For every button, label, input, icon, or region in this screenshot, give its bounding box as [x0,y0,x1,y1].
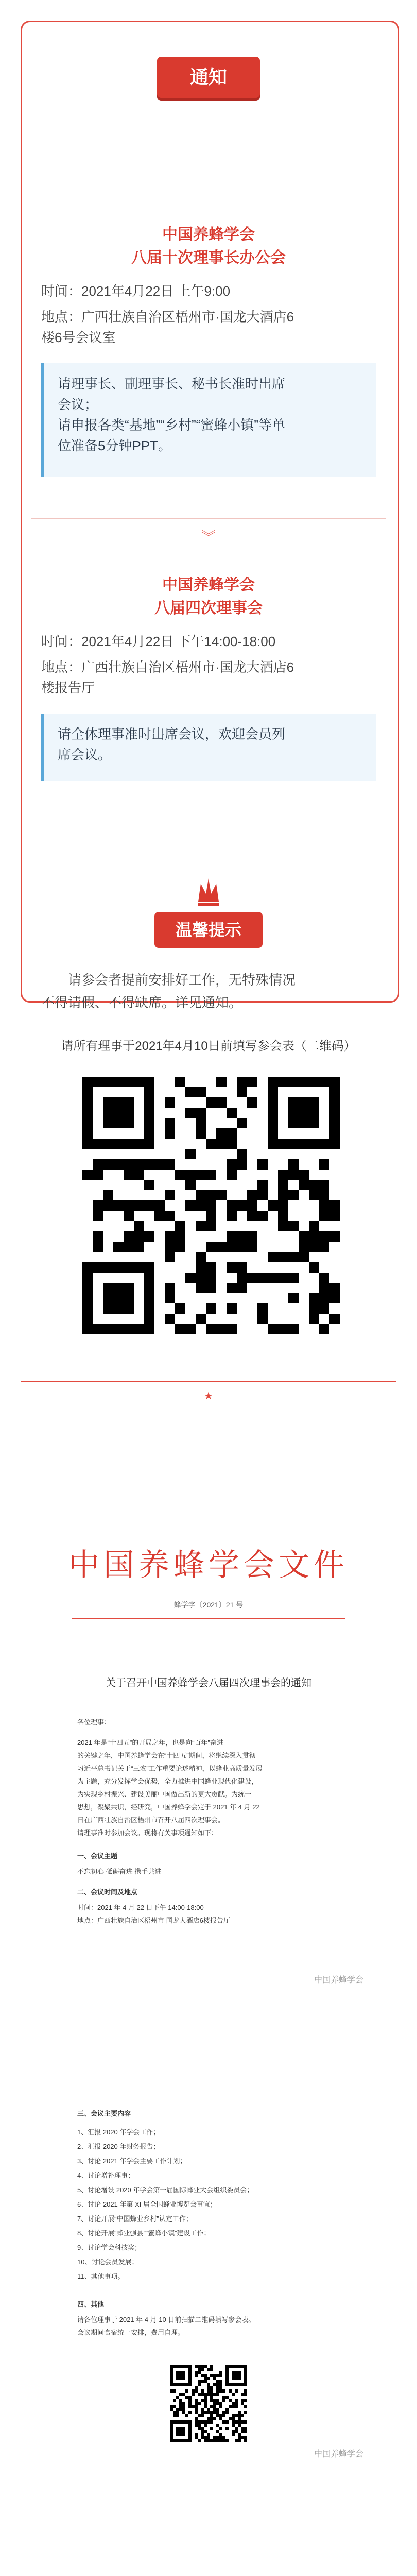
meeting2-place: 地点：广西壮族自治区梧州市·国龙大酒店6 [41,659,294,675]
tip-badge: 温馨提示 [154,912,263,948]
doc-time-place [77,1901,345,1927]
doc-section-3: 三、会议主要内容 [77,2110,131,2117]
doc-header: 中国养蜂学会文件 [68,1547,349,1583]
doc-line: 习近平总书记关于“三农”工作重要论述精神，以蜂业高质量发展 [77,1765,263,1772]
qr-code-small[interactable] [170,2365,247,2442]
doc-line: 的关键之年，中国养蜂学会在“十四五”期间，将继续深入贯彻 [77,1752,256,1759]
doc-section-1: 一、会议主题 [77,1852,118,1860]
doc-line: 地点：广西壮族自治区梧州市 国龙大酒店6楼报告厅 [77,1917,230,1924]
meeting1-place: 地点：广西壮族自治区梧州市·国龙大酒店6 [41,309,294,325]
crown-icon [196,876,221,907]
agenda-item: 9、讨论学会科技奖； [77,2244,142,2251]
watermark: 中国养蜂学会 [314,2450,364,2459]
doc-line: 时间：2021 年 4 月 22 日下午 14:00-18:00 [77,1904,204,1911]
meeting2-note-line: 席会议。 [58,747,112,762]
doc-line: 日在广西壮族自治区梧州市召开八届四次理事会。 [77,1816,225,1824]
agenda-item: 8、讨论开展“蜂业强县”“蜜蜂小镇”建设工作； [77,2229,211,2237]
notice-frame [21,21,399,1003]
doc-line: 思想，凝聚共识，经研究，中国养蜂学会定于 2021 年 4 月 22 [77,1803,260,1811]
doc-other [77,2313,345,2339]
meeting2-note-line: 请全体理事准时出席会议，欢迎会员列 [58,726,286,742]
tip-text [41,969,376,1014]
agenda-item: 10、讨论会员发展； [77,2258,138,2266]
tip-line: 请参会者提前安排好工作，无特殊情况 [68,972,296,988]
meeting1-note-line: 会议； [58,397,98,412]
doc-line: 请理事准时参加会议。现将有关事项通知如下： [77,1829,218,1837]
agenda-item: 5、讨论增设 2020 年学会第一届国际蜂业大会组织委员会； [77,2186,254,2194]
doc-line: 2021 年是“十四五”的开局之年，也是向“百年”奋进 [77,1739,223,1747]
doc-title: 关于召开中国养蜂学会八届四次理事会的通知 [106,1677,311,1689]
agenda-item: 1、汇报 2020 年学会工作； [77,2128,160,2136]
doc-intro [77,1736,345,1839]
doc-number: 蜂学字〔2021〕21 号 [173,1601,244,1609]
meeting1-time: 时间：2021年4月22日 上午9:00 [41,283,231,299]
meeting1-place-cont: 楼6号会议室 [41,330,116,345]
agenda-item: 4、讨论增补理事； [77,2172,135,2179]
qr-caption: 请所有理事于2021年4月10日前填写参会表（二维码） [61,1039,356,1053]
doc-red-rule [72,1618,345,1619]
tip-line: 不得请假、不得缺席。详见通知。 [41,995,242,1010]
meeting1-note-line: 请申报各类“基地”“乡村”“蜜蜂小镇”等单 [58,417,285,433]
agenda-item: 2、汇报 2020 年财务报告； [77,2143,160,2150]
meeting1-note-box [41,363,376,477]
meeting2-name: 八届四次理事会 [154,600,263,617]
doc-section-4: 四、其他 [77,2300,105,2308]
notice-tab: 通知 [157,57,260,98]
meeting1-note-line: 位准备5分钟PPT。 [58,438,172,453]
qr-code[interactable] [82,1077,340,1334]
doc-line: 会议期间食宿统一安排，费用自理。 [77,2329,185,2336]
doc-greeting: 各位理事： [77,1718,111,1726]
chevron-down-icon: ︾ [201,529,215,545]
divider [31,518,386,519]
meeting2-place-cont: 楼报告厅 [41,680,95,696]
watermark: 中国养蜂学会 [314,1976,364,1985]
meeting2-time: 时间：2021年4月22日 下午14:00-18:00 [41,634,276,649]
meeting2-note-box [41,714,376,781]
meeting2-org: 中国养蜂学会 [162,577,255,594]
doc-theme: 不忘初心 砥砺奋进 携手共进 [77,1868,162,1875]
meeting1-name: 八届十次理事长办公会 [131,249,286,266]
doc-line: 为实现乡村振兴、建设美丽中国做出新的更大贡献。为统一 [77,1790,252,1798]
doc-agenda [77,2125,345,2284]
meeting1-note-line: 请理事长、副理事长、秘书长准时出席 [58,376,286,392]
meeting1-org: 中国养蜂学会 [162,226,255,243]
red-divider [21,1381,396,1382]
doc-section-2: 二、会议时间及地点 [77,1888,138,1896]
agenda-item: 6、讨论 2021 年第 XI 届全国蜂业博览会事宜； [77,2200,217,2208]
agenda-item: 7、讨论开展“中国蜂业乡村”认定工作； [77,2215,193,2223]
doc-line: 请各位理事于 2021 年 4 月 10 日前扫描二维码填写参会表。 [77,2316,255,2324]
star-icon: ★ [204,1391,213,1402]
agenda-item: 11、其他事项。 [77,2273,125,2280]
doc-line: 为主题，充分发挥学会优势，全力推进中国蜂业现代化建设， [77,1777,258,1785]
agenda-item: 3、讨论 2021 年学会主要工作计划； [77,2157,187,2165]
